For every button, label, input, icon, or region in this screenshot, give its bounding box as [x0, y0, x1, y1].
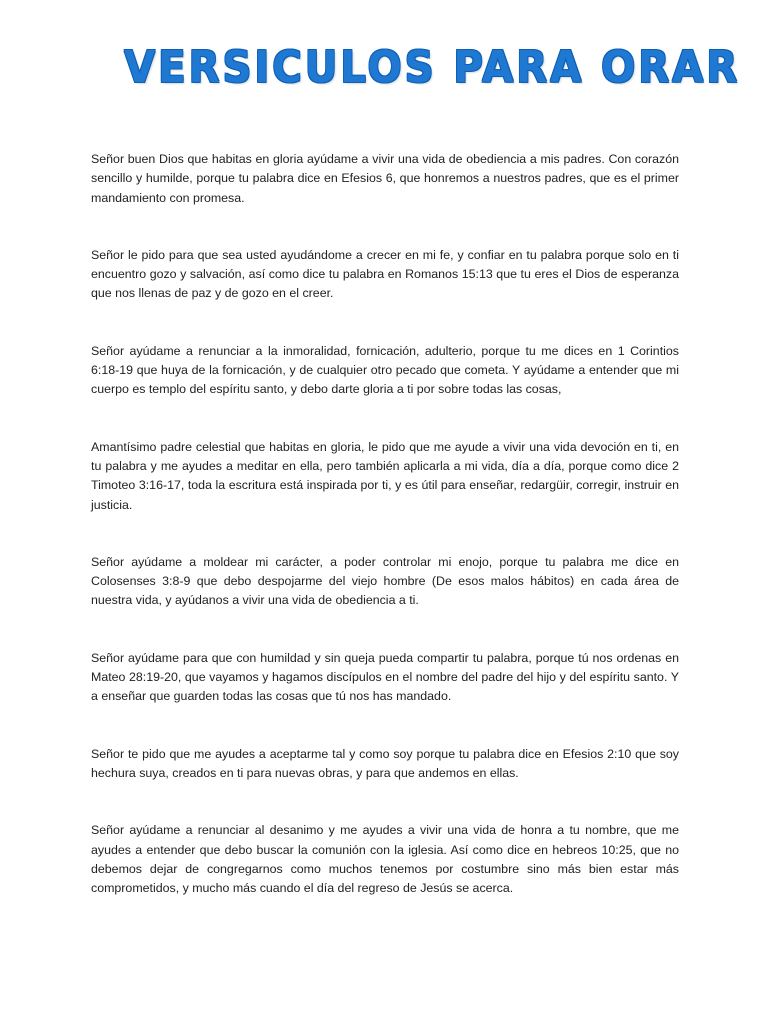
paragraph-8: Señor ayúdame a renunciar al desanimo y me ayudes a vivir una vida de honra a tu nombre, que me ayudes a entender que debo buscar la comunión con la iglesia. Así como dice en hebreos 10:25, que no debemos dejar de congregarnos como muchos tenemos por costumbre sino más bien estar más comprometidos, y mucho más cuando el día del regreso de Jesús se acerca.: [91, 823, 679, 896]
paragraph-2: Señor le pido para que sea usted ayudándome a crecer en mi fe, y confiar en tu palabra porque solo en ti encuentro gozo y salvación, así como dice tu palabra en Romanos 15:13 que tu eres el Dios de esperanza que nos llenas de paz y de gozo en el creer.: [91, 247, 679, 301]
paragraph-1: Señor buen Dios que habitas en gloria ayúdame a vivir una vida de obediencia a mis padres. Con corazón sencillo y humilde, porque tu palabra dice en Efesios 6, que honremos a nuestros padres, que es el primer mandamiento con promesa.: [91, 152, 679, 205]
paragraph-6: Señor ayúdame para que con humildad y sin queja pueda compartir tu palabra, porque tú nos ordenas en Mateo 28:19-20, que vayamos y hagamos discípulos en el nombre del padre del hijo y del espíritu santo. Y a enseñar que guarden todas las cosas que tú nos has mandado.: [91, 650, 679, 704]
paragraph-5: Señor ayúdame a moldear mi carácter, a poder controlar mi enojo, porque tu palabra me dice en Colosenses 3:8-9 que debo despojarme del viejo hombre (De esos malos hábitos) en cada área de nuestra vida, y ayúdanos a vivir una vida de obediencia a ti.: [91, 554, 679, 608]
paragraph-7: Señor te pido que me ayudes a aceptarme tal y como soy porque tu palabra dice en Efesios 2:10 que soy hechura suya, creados en ti para nuevas obras, y para que andemos en ellas.: [91, 746, 679, 780]
page-title: VERSICULOS PARA ORAR: [124, 42, 741, 93]
paragraph-4: Amantísimo padre celestial que habitas en gloria, le pido que me ayude a vivir una vida devoción en ti, en tu palabra y me ayudes a meditar en ella, pero también aplicarla a mi vida, día a día, porque como dice 2 Timoteo 3:16-17, toda la escritura está inspirada por ti, y es útil para enseñar, redargüir, corregir, instruir en justicia.: [91, 439, 679, 512]
document-body: [91, 150, 679, 936]
paragraph-3: Señor ayúdame a renunciar a la inmoralidad, fornicación, adulterio, porque tu me dices en 1 Corintios 6:18-19 que huya de la fornicación, y de cualquier otro pecado que cometa. Y ayúdame a entender que mi cuerpo es templo del espíritu santo, y debo darte gloria a ti por sobre todas las cosas,: [91, 343, 679, 397]
